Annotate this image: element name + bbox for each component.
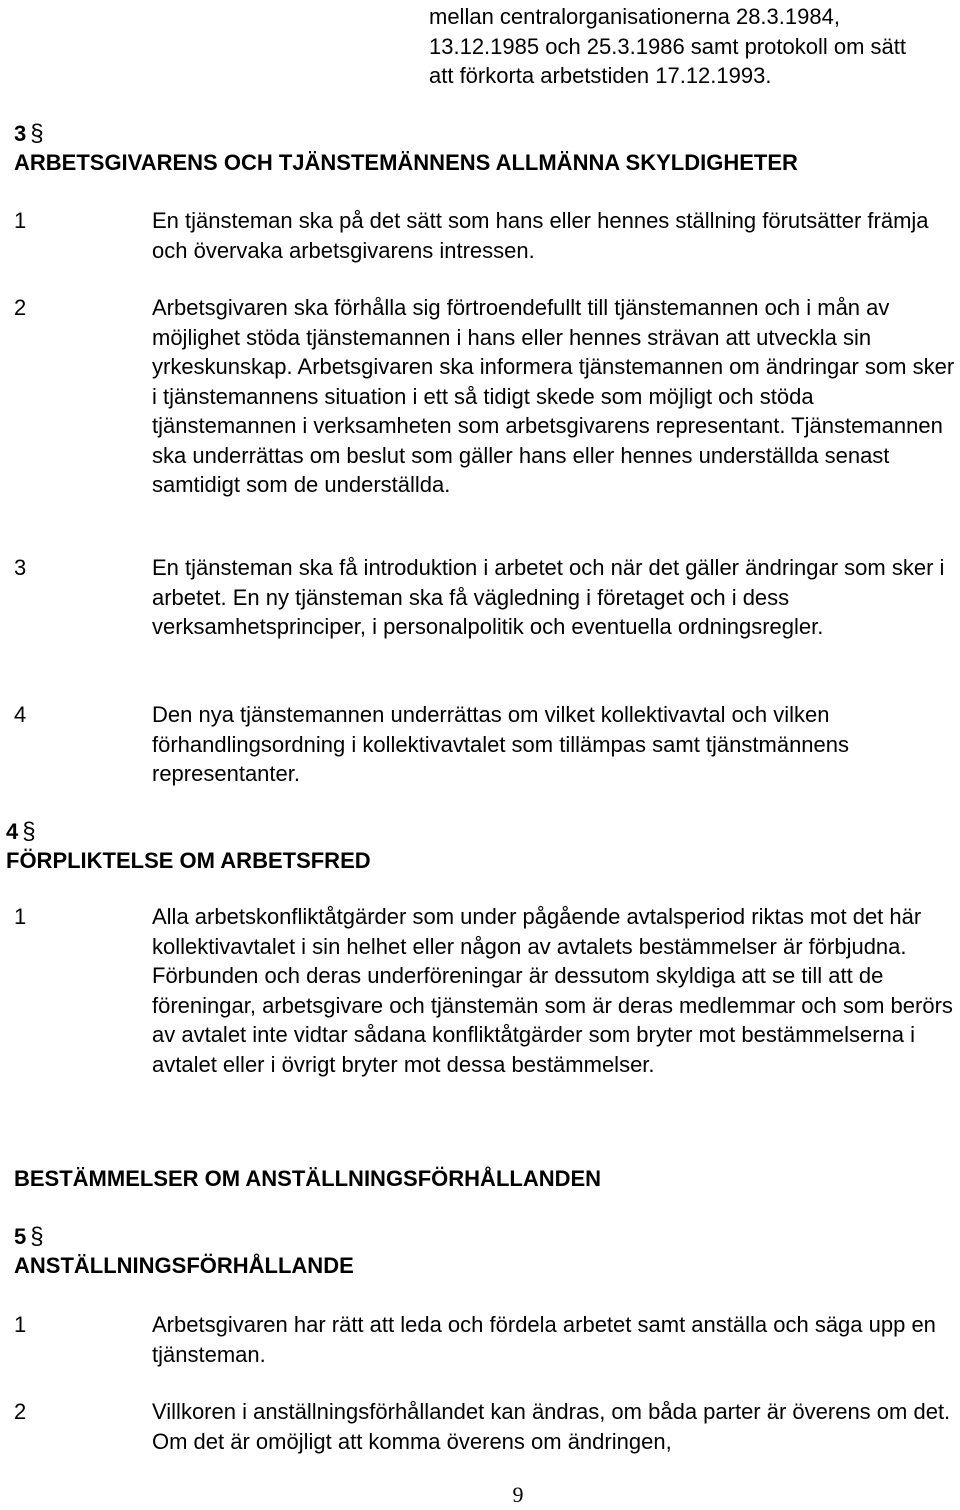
section-4-number xyxy=(6,817,960,847)
list-item xyxy=(14,553,958,642)
item-number: 1 xyxy=(14,208,27,233)
chapter-title: BESTÄMMELSER OM ANSTÄLLNINGSFÖRHÅLLANDEN xyxy=(14,1166,602,1191)
item-number: 4 xyxy=(14,702,27,727)
item-text: Villkoren i anställningsförhållandet kan ändras, om båda parter är överens om det. Om det är omöjligt att komma överens om ändringen, xyxy=(152,1399,951,1454)
list-item xyxy=(14,700,958,789)
paragraph-sign-icon: § xyxy=(30,120,44,147)
section-5-title: ANSTÄLLNINGSFÖRHÅLLANDE xyxy=(14,1253,354,1278)
item-text: Alla arbetskonfliktåtgärder som under pågående avtalsperiod riktas mot det här kollektivavtalet i sin helhet eller någon av avtalets bestämmelser är förbjudna. Förbunden och deras underföreningar är dessutom skyldiga att se till att de föreningar, arbetsgivare och tjänstemän som är deras medlemmar och som berörs av avtalet inte vidtar sådana konfliktåtgärder som bryter mot bestämmelserna i avtalet eller i övrigt bryter mot dessa bestämmelser. xyxy=(152,904,953,1077)
section-3-title: ARBETSGIVARENS OCH TJÄNSTEMÄNNENS ALLMÄNNA SKYLDIGHETER xyxy=(14,150,798,175)
item-number: 1 xyxy=(14,904,27,929)
item-number: 2 xyxy=(14,295,27,320)
item-text: En tjänsteman ska på det sätt som hans eller hennes ställning förutsätter främja och övervaka arbetsgivarens intressen. xyxy=(152,208,929,263)
item-number: 1 xyxy=(14,1312,27,1337)
page-number: 9 xyxy=(512,1482,524,1507)
list-item xyxy=(14,1310,958,1369)
item-text: Den nya tjänstemannen underrättas om vilket kollektivavtal och vilken förhandlingsordning i kollektivavtalet som tillämpas samt tjänstmännens representanter. xyxy=(152,702,850,786)
section-number: 3 xyxy=(14,121,27,146)
list-item xyxy=(14,293,958,500)
section-3-number xyxy=(14,119,960,149)
section-5-number xyxy=(14,1222,960,1252)
intro-paragraph: mellan centralorganisationerna 28.3.1984, 13.12.1985 och 25.3.1986 samt protokoll om sätt att förkorta arbetstiden 17.12.1993. xyxy=(429,4,906,88)
item-text: En tjänsteman ska få introduktion i arbetet och när det gäller ändringar som sker i arbetet. En ny tjänsteman ska få vägledning i företaget och i dess verksamhetsprinciper, i personalpolitik och eventuella ordningsregler. xyxy=(152,555,945,639)
list-item xyxy=(14,902,958,1079)
section-4-title: FÖRPLIKTELSE OM ARBETSFRED xyxy=(6,848,371,873)
item-number: 2 xyxy=(14,1399,27,1424)
item-number: 3 xyxy=(14,555,27,580)
section-number: 5 xyxy=(14,1224,27,1249)
paragraph-sign-icon: § xyxy=(30,1223,44,1250)
item-text: Arbetsgivaren har rätt att leda och fördela arbetet samt anställa och säga upp en tjänsteman. xyxy=(152,1312,936,1367)
paragraph-sign-icon: § xyxy=(22,818,36,845)
list-item xyxy=(14,1397,958,1456)
list-item xyxy=(14,206,958,265)
section-number: 4 xyxy=(6,819,19,844)
item-text: Arbetsgivaren ska förhålla sig förtroendefullt till tjänstemannen och i mån av möjlighet stöda tjänstemannen i hans eller hennes strävan att utveckla sin yrkeskunskap. Arbetsgivaren ska informera tjänstemannen om ändringar som sker i tjänstemannens situation i ett så tidigt skede som möjligt och stöda tjänstemannen i verksamheten som arbetsgivarens representant. Tjänstemannen ska underrättas om beslut som gäller hans eller hennes underställda senast samtidigt som de underställda. xyxy=(152,295,955,497)
